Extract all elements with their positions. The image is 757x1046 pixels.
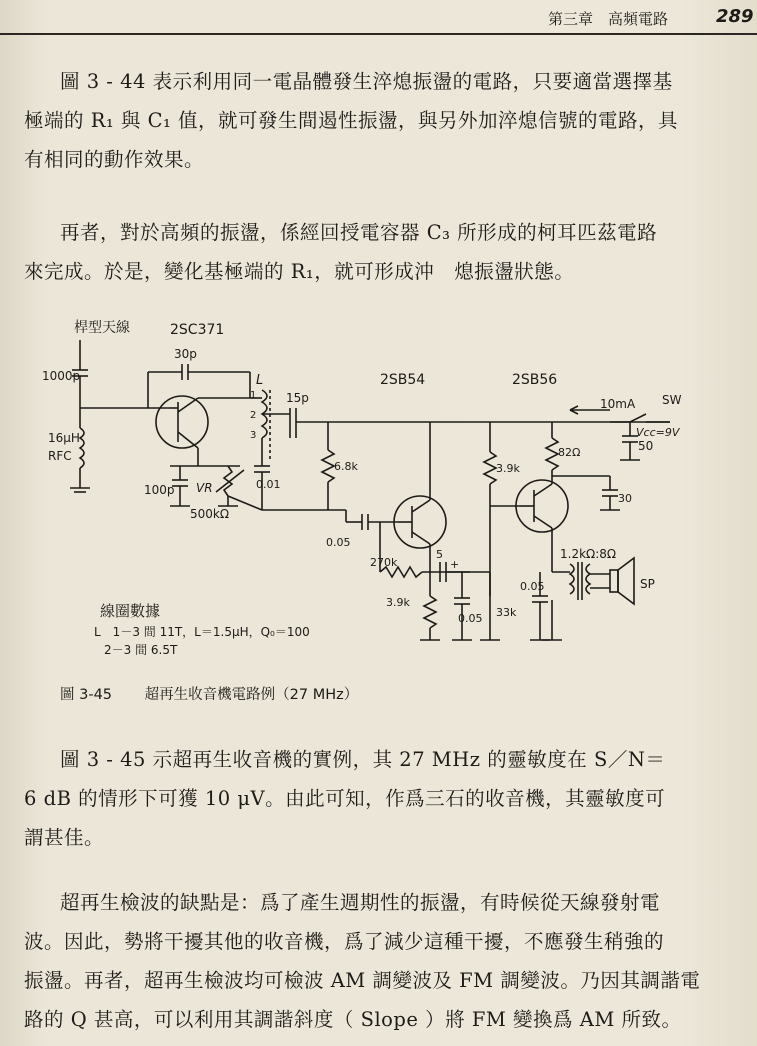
transformer-label: 1.2kΩ:8Ω	[560, 547, 617, 561]
paragraph-line: 再者，對於高頻的振盪，係經回授電容器 C₃ 所形成的柯耳匹茲電路	[60, 221, 658, 244]
paragraph-line: 極端的 R₁ 與 C₁ 值，就可發生間遏性振盪，與另外加淬熄信號的電路，具	[24, 109, 679, 132]
r39k-b-label: 3.9k	[386, 596, 410, 609]
paragraph-2	[24, 213, 739, 291]
coil-tap-2: 2	[250, 410, 257, 421]
coil-tap-3: 3	[250, 430, 257, 441]
sw-label: SW	[662, 393, 682, 407]
page-number: 289	[716, 6, 754, 27]
q2-label: 2SB54	[380, 372, 426, 388]
vr-value-label: 500kΩ	[190, 507, 230, 521]
c100p-label: 100p	[144, 483, 175, 497]
figure-caption-text: 超再生收音機電路例（27 MHz）	[144, 687, 359, 703]
circuit-diagram	[42, 310, 690, 680]
coil-tap-1: 1	[250, 390, 257, 401]
coil-label: L	[256, 373, 264, 388]
c001-label: 0.01	[256, 478, 281, 491]
chapter-title: 第三章 高頻電路	[548, 10, 669, 28]
paragraph-line: 超再生檢波的缺點是：爲了產生週期性的振盪，有時候從天線發射電	[60, 891, 661, 914]
q1-label: 2SC371	[170, 322, 225, 338]
paragraph-line: 路的 Q 甚高，可以利用其調諧斜度（ Slope ）將 FM 變換爲 AM 所致。	[24, 1008, 682, 1031]
paragraph-line: 波。因此，勢將干擾其他的收音機，爲了減少這種干擾，不應發生稍強的	[24, 930, 665, 953]
c30p-label: 30p	[174, 347, 197, 361]
r33k-label: 33k	[496, 606, 517, 619]
c005-b-label: 0.05	[458, 612, 483, 625]
q3-label: 2SB56	[512, 372, 558, 388]
antenna-label: 桿型天線	[74, 320, 130, 336]
paragraph-line: 圖 3 - 44 表示利用同一電晶體發生淬熄振盪的電路，只要適當選擇基	[60, 70, 673, 93]
c1000p-label: 1000p	[42, 369, 81, 383]
paragraph-line: 振盪。再者，超再生檢波均可檢波 AM 調變波及 FM 調變波。乃因其調諧電	[24, 969, 701, 992]
paragraph-3	[24, 740, 739, 857]
c15p-label: 15p	[286, 391, 309, 405]
r68k-label: 6.8k	[334, 460, 358, 473]
rfc-label: RFC	[48, 449, 72, 463]
r270k-label: 270k	[370, 556, 398, 569]
paragraph-line: 6 dB 的情形下可獲 10 μV。由此可知，作爲三石的收音機，其靈敏度可	[24, 787, 666, 810]
c30-label: 30	[618, 492, 632, 505]
c005-a-label: 0.05	[326, 536, 351, 549]
c5-plus-label: +	[450, 558, 460, 571]
coil-data-title: 線圈數據	[100, 602, 161, 620]
coil-data-line-2: 2－3 間 6.5T	[104, 643, 178, 657]
paragraph-1	[24, 62, 739, 179]
paragraph-line: 來完成。於是，變化基極端的 R₁，就可形成沖 熄振盪狀態。	[24, 260, 575, 283]
figure-number: 圖 3-45	[60, 687, 113, 703]
c5-label: 5	[436, 548, 443, 561]
coil-data-line-1: L 1－3 間 11T，L＝1.5μH，Q₀＝100	[94, 625, 310, 639]
vcc-label: Vcc=9V	[636, 426, 680, 439]
r82-label: 82Ω	[558, 446, 581, 459]
page-header	[0, 6, 757, 28]
current-label: 10mA	[600, 397, 636, 411]
c50-label: 50	[638, 439, 654, 453]
speaker-label: SP	[640, 577, 655, 591]
paragraph-line: 謂甚佳。	[24, 826, 105, 849]
vr-label: VR	[196, 481, 213, 495]
c005-c-label: 0.05	[520, 580, 545, 593]
paragraph-4	[24, 883, 739, 1039]
header-rule	[0, 33, 757, 35]
paragraph-line: 有相同的動作效果。	[24, 148, 205, 171]
r39k-a-label: 3.9k	[496, 462, 520, 475]
figure-caption	[60, 683, 386, 704]
paragraph-line: 圖 3 - 45 示超再生收音機的實例，其 27 MHz 的靈敏度在 S／N＝	[60, 748, 666, 771]
rfc-value-label: 16μH	[48, 431, 80, 445]
